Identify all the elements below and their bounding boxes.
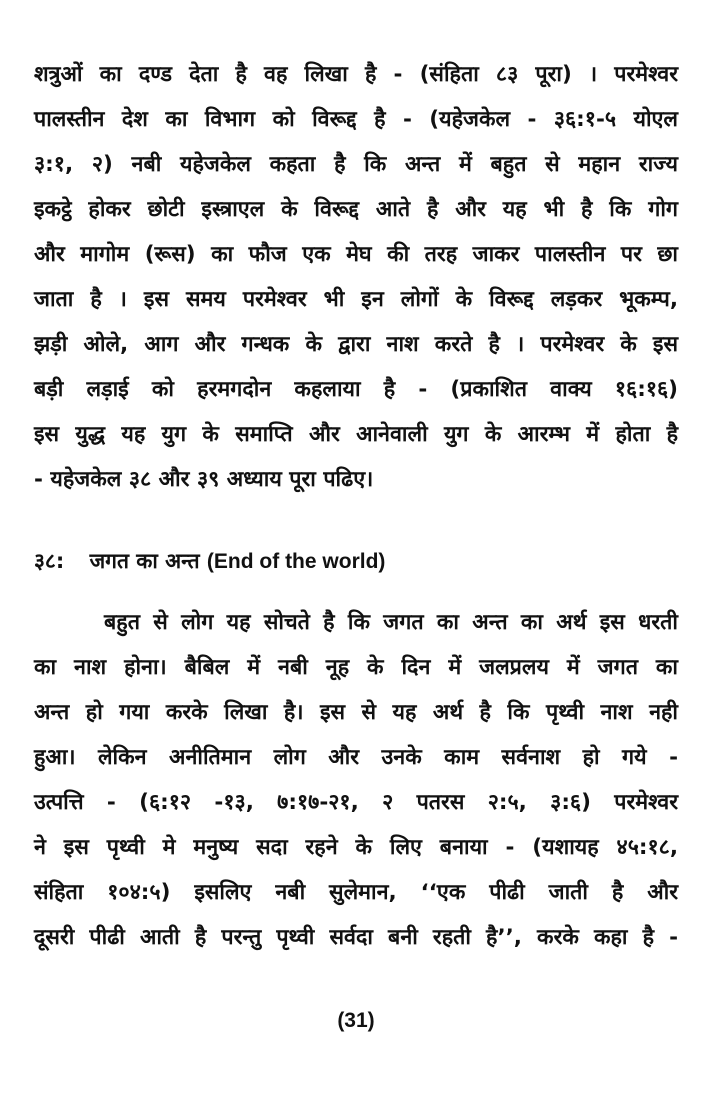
text-line: हुआ। लेकिन अनीतिमान लोग और उनके काम सर्वनाश हो गये - [34,745,678,770]
text-line: ३:१, २) नबी यहेजकेल कहता है कि अन्त में बहुत से महान राज्य [34,152,678,177]
section-title-hindi: जगत का अन्त [89,549,200,573]
page-number: (31) [337,1009,375,1032]
text-line: दूसरी पीढी आती है परन्तु पृथ्वी सर्वदा बनी रहती है’’, करके कहा है - [34,925,678,950]
text-line: बहुत से लोग यह सोचते है कि जगत का अन्त का अर्थ इस धरती [104,610,678,635]
text-line: शत्रुओं का दण्ड देता है वह लिखा है - (संहिता ८३ पूरा) । परमेश्वर [34,62,678,87]
text-line: इकट्ठे होकर छोटी इस्त्राएल के विरूद्द आते है और यह भी है कि गोग [34,197,678,222]
text-line: जाता है । इस समय परमेश्वर भी इन लोगों के विरूद्द लड़कर भूकम्प, [34,287,678,312]
text-line: - यहेजकेल ३८ और ३९ अध्याय पूरा पढिए। [34,467,374,492]
text-line: अन्त हो गया करके लिखा है। इस से यह अर्थ है कि पृथ्वी नाश नही [34,700,678,725]
section-number: ३८: [34,549,65,573]
text-line: बड़ी लड़ाई को हरमगदोन कहलाया है - (प्रकाशित वाक्य १६:१६) [34,377,678,402]
text-line: पालस्तीन देश का विभाग को विरूद्द है - (यहेजकेल - ३६:१-५ योएल [34,107,678,132]
text-line: ने इस पृथ्वी मे मनुष्य सदा रहने के लिए बनाया - (यशायह ४५:१८, [34,835,678,860]
text-line: इस युद्ध यह युग के समाप्ति और आनेवाली युग के आरम्भ में होता है [34,422,678,447]
section-heading [34,546,385,577]
text-line: और मागोम (रूस) का फौज एक मेघ की तरह जाकर पालस्तीन पर छा [34,242,678,267]
text-line: संहिता १०४:५) इसलिए नबी सुलेमान, ‘‘एक पीढी जाती है और [34,880,678,905]
text-line: का नाश होना। बैबिल में नबी नूह के दिन में जलप्रलय में जगत का [34,655,678,680]
text-line: झड़ी ओले, आग और गन्धक के द्वारा नाश करते है । परमेश्वर के इस [34,332,678,357]
text-line: उत्पत्ति - (६:१२ -१३, ७:१७-२१, २ पतरस २:५, ३:६) परमेश्वर [34,790,678,815]
section-title-english: (End of the world) [206,550,386,573]
